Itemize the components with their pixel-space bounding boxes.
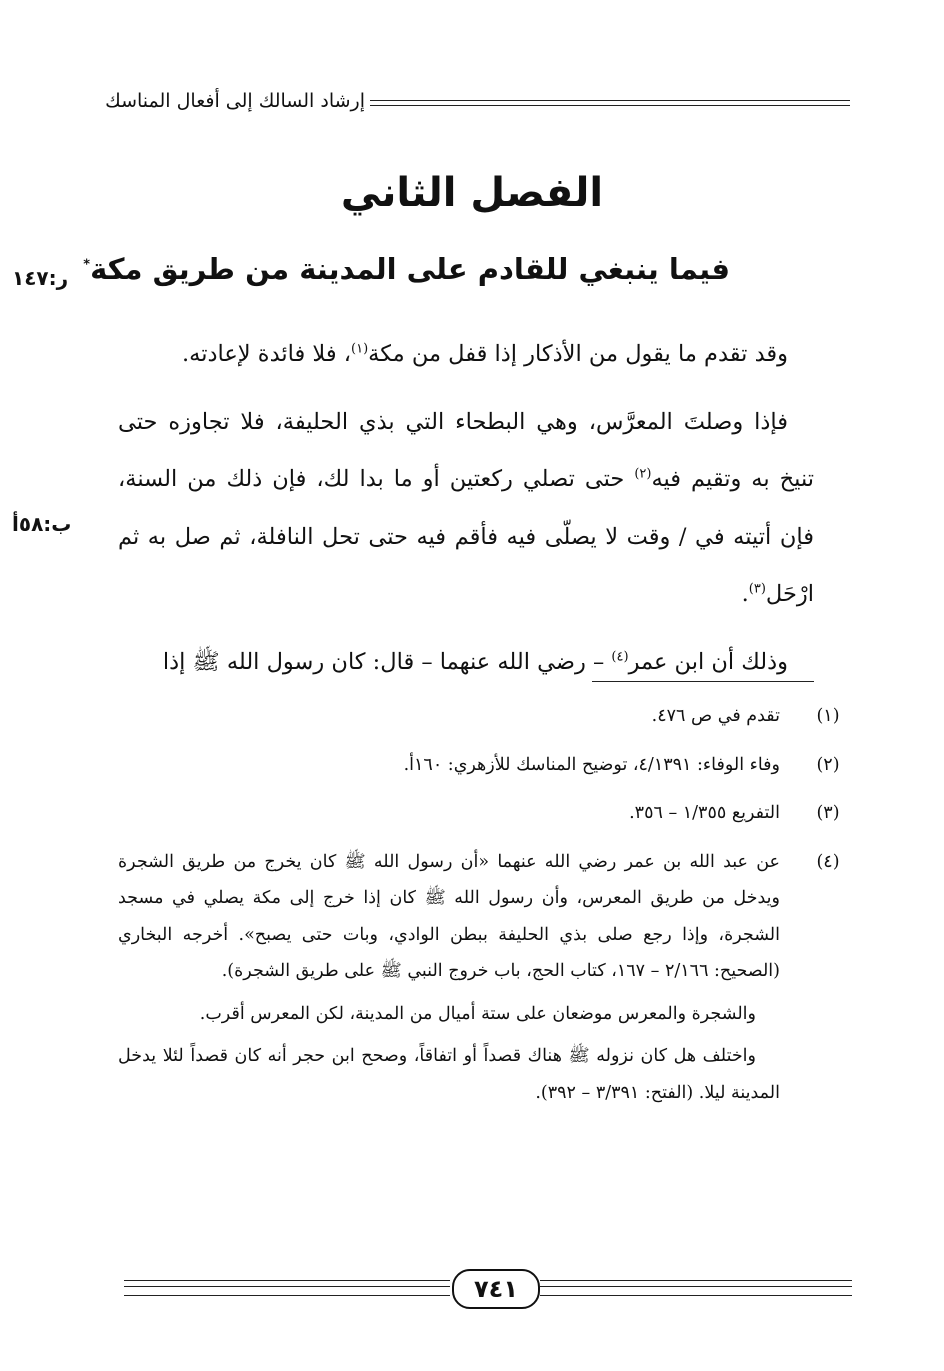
- section-title-text: فيما ينبغي للقادم على المدينة من طريق مكة: [90, 252, 730, 286]
- paragraph-run: حتى تصلي ركعتين أو ما بدا لك، فإن ذلك من السنة، فإن أتيته في / وقت لا يصلّى فيه فأقم فيه حتى تحل النافلة، ثم صل به ثم ارْحَل: [118, 466, 814, 607]
- footnote-text: وفاء الوفاء: ٤/١٣٩١، توضيح المناسك للأزهري: ١٦٠أ.: [403, 754, 780, 775]
- section-title: [83, 252, 730, 286]
- page-number: ٧٤١: [452, 1269, 540, 1309]
- chapter-title: [0, 170, 944, 216]
- paragraph-run: ، فلا فائدة لإعادته.: [182, 341, 352, 367]
- footnote-number: (٤): [816, 851, 840, 872]
- footnote-text: التفريع ١/٣٥٥ – ٣٥٦.: [629, 803, 780, 823]
- paragraph-2: [118, 394, 814, 624]
- main-text: [118, 326, 814, 691]
- footnote-4: [118, 844, 852, 990]
- footnote-text: تقدم في ص ٤٧٦.: [651, 706, 780, 726]
- footnote-1: [118, 698, 852, 735]
- footnote-3: [118, 795, 852, 832]
- footnote-note-2: واختلف هل كان نزوله ﷺ هناك قصداً أو اتفاقاً، وصحح ابن حجر أنه كان قصداً لئلا يدخل المدينة ليلا. (الفتح: ٣/٣٩١ – ٣٩٢).: [118, 1046, 780, 1103]
- footer-rule-left-lower: [124, 1295, 450, 1296]
- footer-rule-right: [540, 1280, 852, 1287]
- paragraph-run: .: [741, 581, 749, 607]
- footnote-ref: (٢): [634, 466, 652, 482]
- footnote-separator: [592, 681, 814, 682]
- running-title: إرشاد السالك إلى أفعال المناسك: [105, 90, 365, 112]
- footnote-2: [118, 747, 852, 784]
- paragraph-run: وذلك أن ابن عمر: [628, 648, 788, 675]
- margin-ref-r: ر:١٤٧: [12, 266, 69, 290]
- footnote-ref: (٣): [748, 581, 766, 597]
- footer-rule-left: [124, 1280, 450, 1287]
- margin-ref-b: ب:٥٨أ: [12, 512, 72, 536]
- footnote-ref: (٤): [611, 649, 629, 664]
- paragraph-1: [118, 326, 814, 384]
- footnotes: [118, 698, 852, 1111]
- footnote-note-1: والشجرة والمعرس موضعان على ستة أميال من المدينة، لكن المعرس أقرب.: [199, 1003, 756, 1024]
- paragraph-run: وقد تقدم ما يقول من الأذكار إذا قفل من مكة: [368, 341, 788, 367]
- header-rule: [370, 100, 850, 106]
- footer-rule-right-lower: [540, 1295, 852, 1296]
- chapter-title-text: الفصل الثاني: [340, 170, 604, 216]
- paragraph-run: فإذا وصلتَ المعرَّس، وهي البطحاء التي بذي الحليفة، فلا تجاوزه حتى تنيخ به وتقيم فيه: [118, 408, 814, 492]
- running-header: [100, 84, 850, 118]
- footnote-ref: (١): [351, 341, 369, 357]
- footnote-number: (٢): [816, 754, 840, 775]
- footnote-number: (١): [816, 706, 840, 726]
- paragraph-run: – رضي الله عنهما – قال: كان رسول الله ﷺ إذا: [162, 648, 612, 675]
- footnote-number: (٣): [816, 803, 840, 823]
- footnote-text: عن عبد الله بن عمر رضي الله عنهما «أن رسول الله ﷺ كان يخرج من طريق الشجرة ويدخل من طريق المعرس، وأن رسول الله ﷺ كان إذا خرج إلى مكة يصلي في مسجد الشجرة، وإذا رجع صلى بذي الحليفة ببطن الوادي، وبات حتى يصبح». أخرجه البخاري (الصحيح: ٢/١٦٦ – ١٦٧، كتاب الحج، باب خروج النبي ﷺ على طريق الشجرة).: [118, 851, 780, 981]
- section-mark: *: [83, 257, 91, 273]
- paragraph-3: [118, 634, 814, 692]
